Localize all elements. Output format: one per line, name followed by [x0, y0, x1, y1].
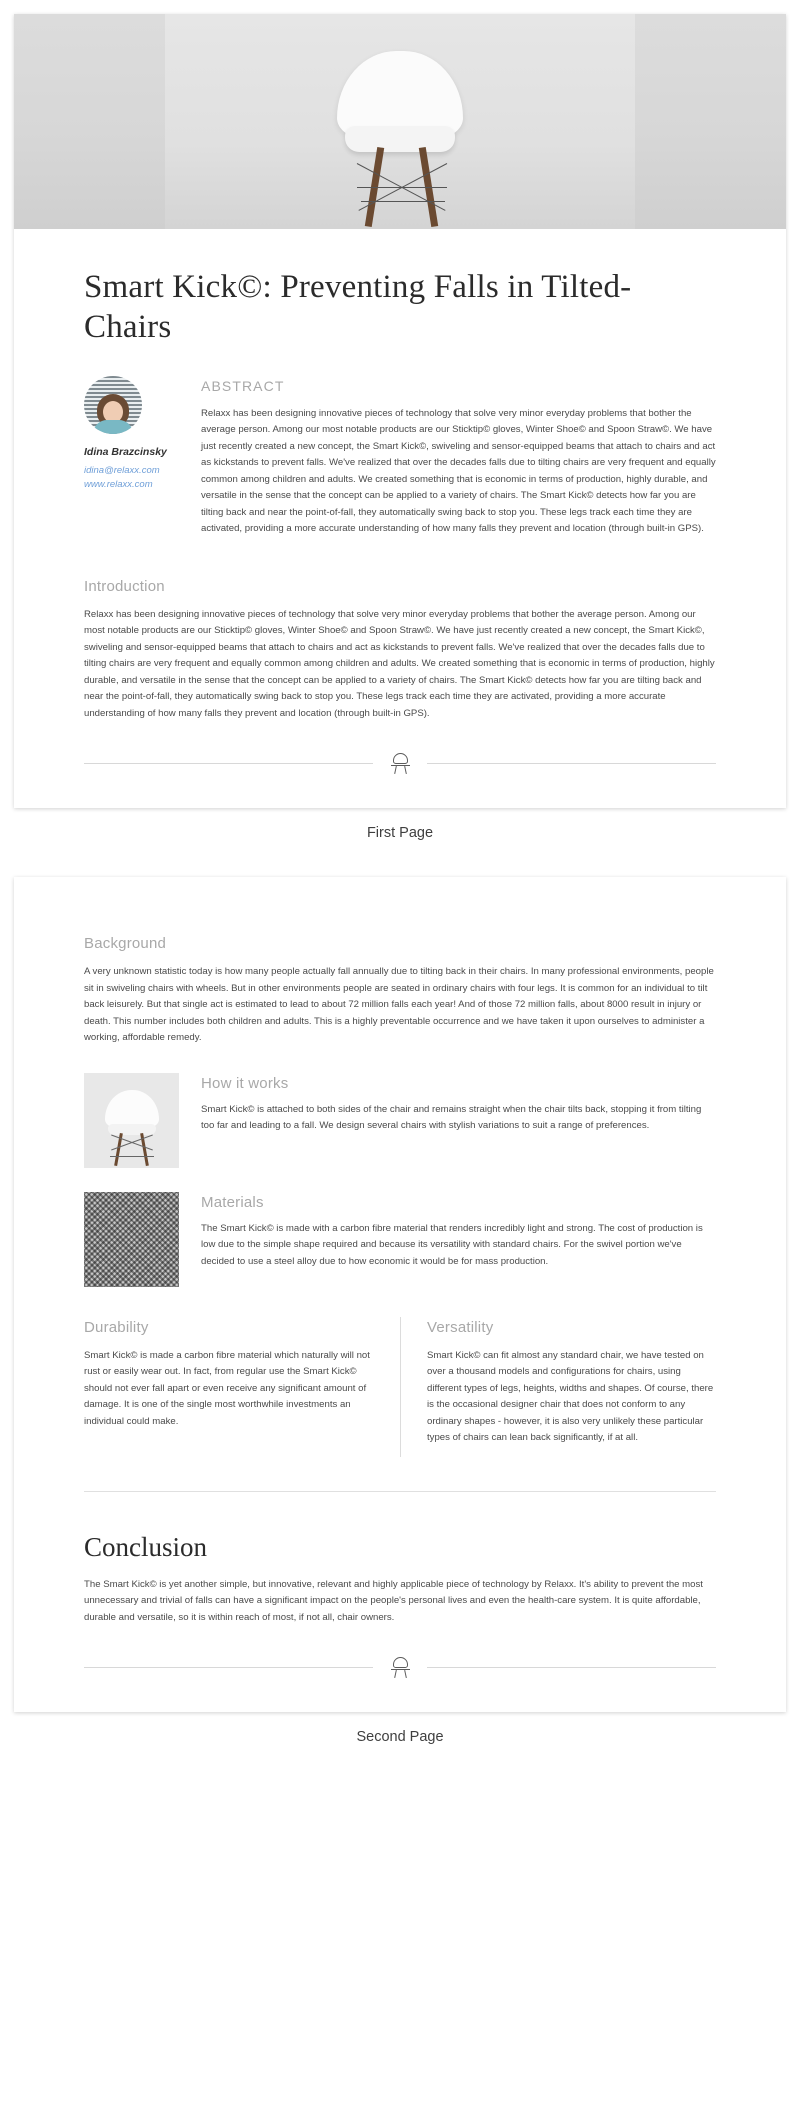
- abstract-row: [84, 376, 716, 548]
- page-two-sheet: [14, 877, 786, 1712]
- avatar: [84, 376, 142, 434]
- chair-ornament-icon: [387, 752, 413, 774]
- introduction-heading: Introduction: [84, 577, 165, 595]
- divider-right: [427, 763, 716, 764]
- conclusion-divider: [84, 1491, 716, 1492]
- page-two-footer-ornament: [84, 1656, 716, 1678]
- author-website-link[interactable]: www.relaxx.com: [84, 479, 153, 491]
- materials-text: The Smart Kick© is made with a carbon fibre material that renders incredibly light and strong. The cost of production is low due to the simple shape required and because its versatility with standard chairs. For the swivel portion we've decided to use a steel alloy due to how economic it would be for mass production.: [201, 1222, 703, 1267]
- durability-heading: Durability: [84, 1318, 149, 1336]
- page-one-wrapper: [0, 0, 800, 863]
- page-two-caption: Second Page: [356, 1729, 444, 1745]
- conclusion-text: The Smart Kick© is yet another simple, but innovative, relevant and highly applicable piece of technology by Relaxx. It's ability to prevent the most unnecessary and trivial of falls can have a significant impact on the people's personal lives and even the health-care system. It is quite affordable, durable and versatile, so it is within reach of most, if not all, chair owners.: [84, 1578, 703, 1623]
- durability-text: Smart Kick© is made a carbon fibre material which naturally will not rust or easily wear out. In fact, from regular use the Smart Kick© should not ever fall apart or even receive any significant amount of damage. It is one of the single most worthwhile investments an individual could make.: [84, 1349, 370, 1427]
- divider-left: [84, 1667, 373, 1668]
- carbon-fibre-weave-thumbnail: [84, 1192, 179, 1287]
- author-block: [84, 376, 179, 493]
- abstract-heading: ABSTRACT: [201, 377, 285, 394]
- hero-image: [165, 14, 635, 229]
- page-one-caption: First Page: [366, 825, 434, 841]
- versatility-block: [400, 1317, 716, 1457]
- chair-ornament-icon: [387, 1656, 413, 1678]
- page-two-wrapper: [0, 863, 800, 1767]
- versatility-text: Smart Kick© can fit almost any standard chair, we have tested on over a thousand models and configurations for chairs, using different types of legs, heights, widths and shapes. Of course, there is the occasional designer chair that does not conform to any ordinary shapes - however, it is also very unlikely these particular types of chairs can lean back significantly, if at all.: [427, 1349, 714, 1443]
- page-one-body: [14, 267, 786, 774]
- materials-heading: Materials: [201, 1193, 264, 1211]
- chair-photo-icon: [305, 29, 495, 229]
- conclusion-heading: Conclusion: [84, 1531, 208, 1562]
- abstract-block: [201, 376, 716, 548]
- how-it-works-block: [84, 1073, 716, 1168]
- background-heading: Background: [84, 935, 167, 952]
- background-block: [84, 935, 716, 1047]
- abstract-text: Relaxx has been designing innovative pieces of technology that solve very minor everyday problems that bother the average person. Among our most notable products are our Sticktip© gloves, Winter Shoe© and Spoon Straw©. We have just recently created a new concept, the Smart Kick©, swiveling and sensor-equipped beams that attach to chairs and act as kickstands to prevent falls. We've realized that over the decades falls due to tilting chairs are very frequent and equally common among children and adults. We created something that is economic in terms of production, highly durable, and versatile in the sense that the concept can be applied to a variety of chairs. The Smart Kick© detects how far you are tilting back and near the point-of-fall, they automatically swing back to stop you. These legs track each time they are activated, providing a more accurate understanding of how many falls they prevent and location (through built-in GPS).: [201, 407, 716, 534]
- introduction-text: Relaxx has been designing innovative pieces of technology that solve very minor everyday problems that bother the average person. Among our most notable products are our Sticktip© gloves, Winter Shoe© and Spoon Straw©. We have just recently created a new concept, the Smart Kick©, swiveling and sensor-equipped beams that attach to chairs and act as kickstands to prevent falls. We've realized that over the decades falls due to tilting chairs are very frequent and equally common among children and adults. We created something that is economic in terms of production, highly durable, and versatile in the sense that the concept can be applied to a variety of chairs. The Smart Kick© detects how far you are tilting back and near the point-of-fall, they automatically swing back to stop you. These legs track each time they are activated, providing a more accurate understanding of how many falls they prevent and location (through built-in GPS).: [84, 608, 715, 719]
- page-one-sheet: [14, 14, 786, 808]
- background-text: A very unknown statistic today is how many people actually fall annually due to tilting back in their chairs. In many professional environments, people sit in swiveling chairs with wheels. But in other environments people are seated in ordinary chairs with four legs. It is common for an individual to tilt back leisurely. But that single act is estimated to lead to about 72 million falls each year! And of those 72 million falls, about 8000 result in injury or death. This number includes both children and adults. This is a highly preventable occurrence and we have taken it upon ourselves to administer a working, affordable remedy.: [84, 966, 714, 1043]
- durability-block: [84, 1317, 400, 1457]
- page-two-body: [14, 877, 786, 1678]
- author-name: Idina Brazcinsky: [84, 445, 167, 458]
- how-it-works-text: Smart Kick© is attached to both sides of the chair and remains straight when the chair tilts back, stopping it from tilting too far and leading to a fall. We design several chairs with stylish variations to suit a range of preferences.: [201, 1103, 702, 1131]
- page-title: Smart Kick©: Preventing Falls in Tilted-Chairs: [84, 269, 632, 346]
- page-one-footer-ornament: [84, 752, 716, 774]
- hero-banner: [14, 14, 786, 229]
- versatility-heading: Versatility: [427, 1318, 494, 1336]
- materials-block: [84, 1192, 716, 1287]
- features-columns: [84, 1317, 716, 1457]
- author-email-link[interactable]: idina@relaxx.com: [84, 464, 160, 476]
- chair-photo-thumbnail: [84, 1073, 179, 1168]
- divider-left: [84, 763, 373, 764]
- divider-right: [427, 1667, 716, 1668]
- how-it-works-heading: How it works: [201, 1074, 289, 1092]
- introduction-block: [84, 578, 716, 723]
